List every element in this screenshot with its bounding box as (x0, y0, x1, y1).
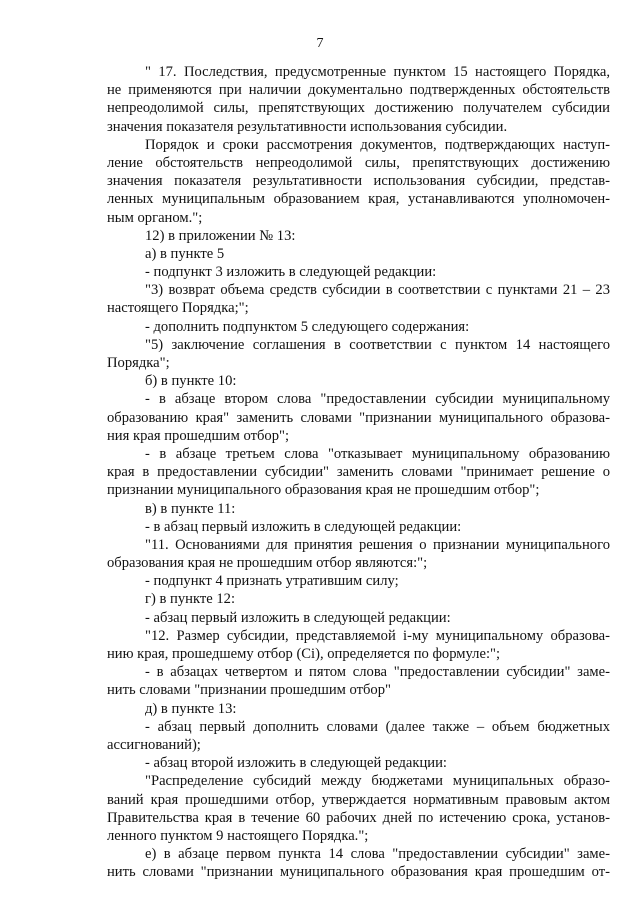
text-line: ния края прошедшим отбор"; (107, 427, 290, 444)
text-line: значения показателя результативности использования субсидии. (107, 118, 508, 135)
text-line: нить словами "признании прошедшим отбор" (107, 682, 391, 699)
text-line: ассигнований); (107, 736, 201, 753)
text-line: - в абзаце втором слова "предоставлении субсидии муниципальному (145, 391, 610, 408)
text-line: "11. Основаниями для принятия решения о признании муниципального (145, 536, 610, 553)
text-line: нию края, прошедшему отбор (Ci), определяется по формуле:"; (107, 646, 501, 662)
text-line: не применяются при наличии документально подтвержденных обстоятельств (107, 82, 610, 99)
text-line: Порядка"; (107, 355, 170, 371)
text-line: Правительства края в течение 60 рабочих дней по истечению срока, установ- (107, 809, 610, 826)
text-line: - дополнить подпунктом 5 следующего содержания: (145, 318, 470, 335)
text-line: б) в пункте 10: (145, 373, 237, 390)
text-line: г) в пункте 12: (145, 591, 235, 608)
text-line: - абзац первый изложить в следующей редакции: (145, 609, 451, 626)
document-body (107, 63, 610, 881)
text-line: настоящего Порядка;"; (107, 300, 249, 317)
text-line: "5) заключение соглашения в соответствии с пунктом 14 настоящего (145, 336, 610, 353)
text-line: - абзац первый дополнить словами (далее также – объем бюджетных (145, 718, 610, 735)
text-line: значения показателя результативности использования субсидии, представ- (107, 173, 610, 190)
text-line: нить словами "признании муниципального образования края прошедшим от- (107, 864, 610, 881)
text-line: - в абзаце третьем слова "отказывает муниципальному образованию (145, 445, 610, 462)
text-line: ным органом."; (107, 209, 203, 226)
text-line: " 17. Последствия, предусмотренные пунктом 15 настоящего Порядка, (145, 64, 610, 80)
text-line: ваний края прошедшими отбор, утверждается нормативным правовым актом (107, 791, 610, 808)
text-line: "Распределение субсидий между бюджетами муниципальных образо- (145, 773, 610, 790)
text-line: а) в пункте 5 (145, 245, 225, 262)
text-line: признании муниципального образования края не прошедшим отбор"; (107, 482, 540, 499)
text-line: д) в пункте 13: (145, 700, 237, 717)
text-line: ленного пунктом 9 настоящего Порядка."; (107, 827, 369, 844)
text-line: "12. Размер субсидии, представляемой i-му муниципальному образова- (145, 627, 610, 644)
text-line: "3) возврат объема средств субсидии в соответствии с пунктами 21 – 23 (145, 282, 610, 299)
text-line: образования края не прошедшим отбор являются:"; (107, 555, 428, 572)
text-line: е) в абзаце первом пункта 14 слова "предоставлении субсидии" заме- (145, 846, 610, 863)
page-number: 7 (316, 36, 324, 51)
text-line: в) в пункте 11: (145, 500, 236, 517)
text-line: - абзац второй изложить в следующей редакции: (145, 755, 447, 772)
text-line: непреодолимой силы, препятствующих достижению получателем субсидии (107, 100, 610, 117)
text-line: - в абзацах четвертом и пятом слова "предоставлении субсидии" заме- (145, 664, 610, 681)
text-line: ленных муниципальным образованием края, устанавливаются уполномочен- (107, 191, 610, 208)
text-line: - подпункт 4 признать утратившим силу; (145, 573, 399, 590)
text-line: края в предоставлении субсидии" заменить словами "принимает решение о (107, 464, 610, 481)
text-line: - в абзац первый изложить в следующей редакции: (145, 518, 462, 535)
text-line: Порядок и сроки рассмотрения документов, подтверждающих наступ- (145, 136, 610, 153)
text-line: ление обстоятельств непреодолимой силы, препятствующих достижению (107, 154, 610, 171)
text-line: 12) в приложении № 13: (145, 227, 296, 244)
text-line: - подпункт 3 изложить в следующей редакции: (145, 264, 437, 281)
text-line: образованию края" заменить словами "признании муниципального образова- (107, 409, 610, 426)
